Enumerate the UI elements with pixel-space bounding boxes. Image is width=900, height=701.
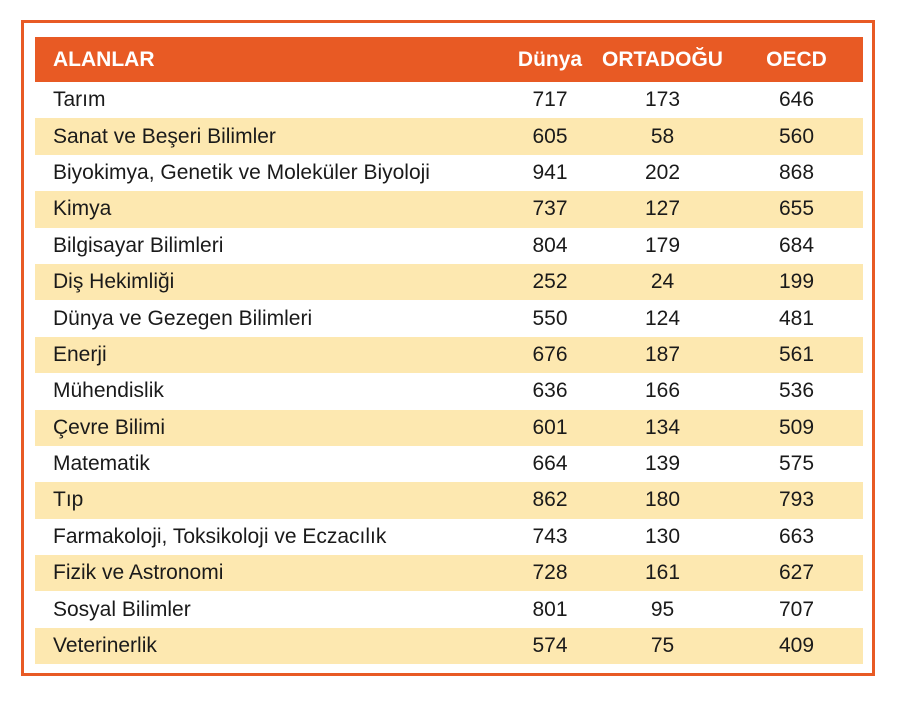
row-oecd: 684 bbox=[778, 233, 815, 257]
row-world: 601 bbox=[532, 415, 568, 439]
row-middle-east: 127 bbox=[644, 197, 681, 221]
row-world: 804 bbox=[532, 233, 568, 257]
row-oecd: 707 bbox=[778, 597, 815, 621]
row-world: 717 bbox=[532, 88, 568, 112]
table-row bbox=[35, 482, 863, 518]
header-world: Dünya bbox=[517, 47, 583, 71]
row-middle-east: 173 bbox=[644, 88, 681, 112]
table-row bbox=[35, 555, 863, 591]
row-world: 941 bbox=[532, 160, 568, 184]
row-field: Enerji bbox=[53, 342, 107, 366]
row-field: Matematik bbox=[53, 452, 150, 476]
header-oecd: OECD bbox=[766, 47, 827, 71]
table-row bbox=[35, 628, 863, 664]
table-row bbox=[35, 337, 863, 373]
row-world: 737 bbox=[532, 197, 568, 221]
row-field: Biyokimya, Genetik ve Moleküler Biyoloji bbox=[53, 160, 430, 184]
row-middle-east: 180 bbox=[644, 488, 681, 512]
row-world: 801 bbox=[532, 597, 568, 621]
row-oecd: 560 bbox=[778, 124, 815, 148]
row-field: Fizik ve Astronomi bbox=[53, 561, 224, 585]
row-oecd: 793 bbox=[778, 488, 815, 512]
data-table bbox=[35, 37, 863, 664]
row-middle-east: 24 bbox=[650, 270, 675, 294]
row-world: 252 bbox=[532, 270, 568, 294]
row-middle-east: 179 bbox=[644, 233, 681, 257]
row-middle-east: 58 bbox=[650, 124, 675, 148]
row-field: Tıp bbox=[53, 488, 84, 512]
table-row bbox=[35, 519, 863, 555]
row-middle-east: 161 bbox=[644, 561, 681, 585]
row-middle-east: 187 bbox=[644, 342, 681, 366]
table-row bbox=[35, 228, 863, 264]
row-middle-east: 202 bbox=[644, 160, 681, 184]
row-middle-east: 134 bbox=[644, 415, 681, 439]
row-oecd: 655 bbox=[778, 197, 815, 221]
row-oecd: 646 bbox=[778, 88, 815, 112]
row-field: Mühendislik bbox=[53, 379, 164, 403]
row-oecd: 575 bbox=[778, 452, 815, 476]
row-middle-east: 95 bbox=[650, 597, 675, 621]
row-oecd: 868 bbox=[778, 160, 815, 184]
row-oecd: 481 bbox=[778, 306, 815, 330]
table-row bbox=[35, 264, 863, 300]
row-middle-east: 75 bbox=[650, 634, 675, 658]
table-header bbox=[35, 37, 863, 82]
row-field: Sosyal Bilimler bbox=[53, 597, 191, 621]
table-row bbox=[35, 591, 863, 627]
row-world: 862 bbox=[532, 488, 568, 512]
row-oecd: 663 bbox=[778, 524, 815, 548]
table-row bbox=[35, 373, 863, 409]
row-world: 574 bbox=[532, 634, 568, 658]
table-row bbox=[35, 155, 863, 191]
row-middle-east: 166 bbox=[644, 379, 681, 403]
row-world: 676 bbox=[532, 342, 568, 366]
table-row bbox=[35, 118, 863, 154]
row-field: Sanat ve Beşeri Bilimler bbox=[53, 124, 276, 148]
row-field: Bilgisayar Bilimleri bbox=[53, 233, 224, 257]
row-field: Dünya ve Gezegen Bilimleri bbox=[53, 306, 313, 330]
row-oecd: 627 bbox=[778, 561, 815, 585]
row-field: Tarım bbox=[53, 88, 106, 112]
row-oecd: 199 bbox=[778, 270, 815, 294]
header-middle-east: ORTADOĞU bbox=[602, 47, 723, 71]
table-row bbox=[35, 82, 863, 118]
row-middle-east: 124 bbox=[644, 306, 681, 330]
table-row bbox=[35, 191, 863, 227]
row-world: 636 bbox=[532, 379, 568, 403]
row-field: Diş Hekimliği bbox=[53, 270, 175, 294]
row-field: Farmakoloji, Toksikoloji ve Eczacılık bbox=[53, 524, 387, 548]
table-row bbox=[35, 410, 863, 446]
row-oecd: 509 bbox=[778, 415, 815, 439]
row-world: 664 bbox=[532, 452, 568, 476]
row-field: Veterinerlik bbox=[53, 634, 157, 658]
header-field: ALANLAR bbox=[53, 47, 155, 71]
table-row bbox=[35, 300, 863, 336]
row-world: 728 bbox=[532, 561, 568, 585]
row-middle-east: 130 bbox=[644, 524, 681, 548]
row-oecd: 409 bbox=[778, 634, 815, 658]
row-middle-east: 139 bbox=[644, 452, 681, 476]
row-world: 743 bbox=[532, 524, 568, 548]
row-field: Kimya bbox=[53, 197, 112, 221]
row-world: 550 bbox=[532, 306, 568, 330]
row-oecd: 536 bbox=[778, 379, 815, 403]
row-world: 605 bbox=[532, 124, 568, 148]
table-row bbox=[35, 446, 863, 482]
row-field: Çevre Bilimi bbox=[53, 415, 166, 439]
row-oecd: 561 bbox=[778, 342, 815, 366]
